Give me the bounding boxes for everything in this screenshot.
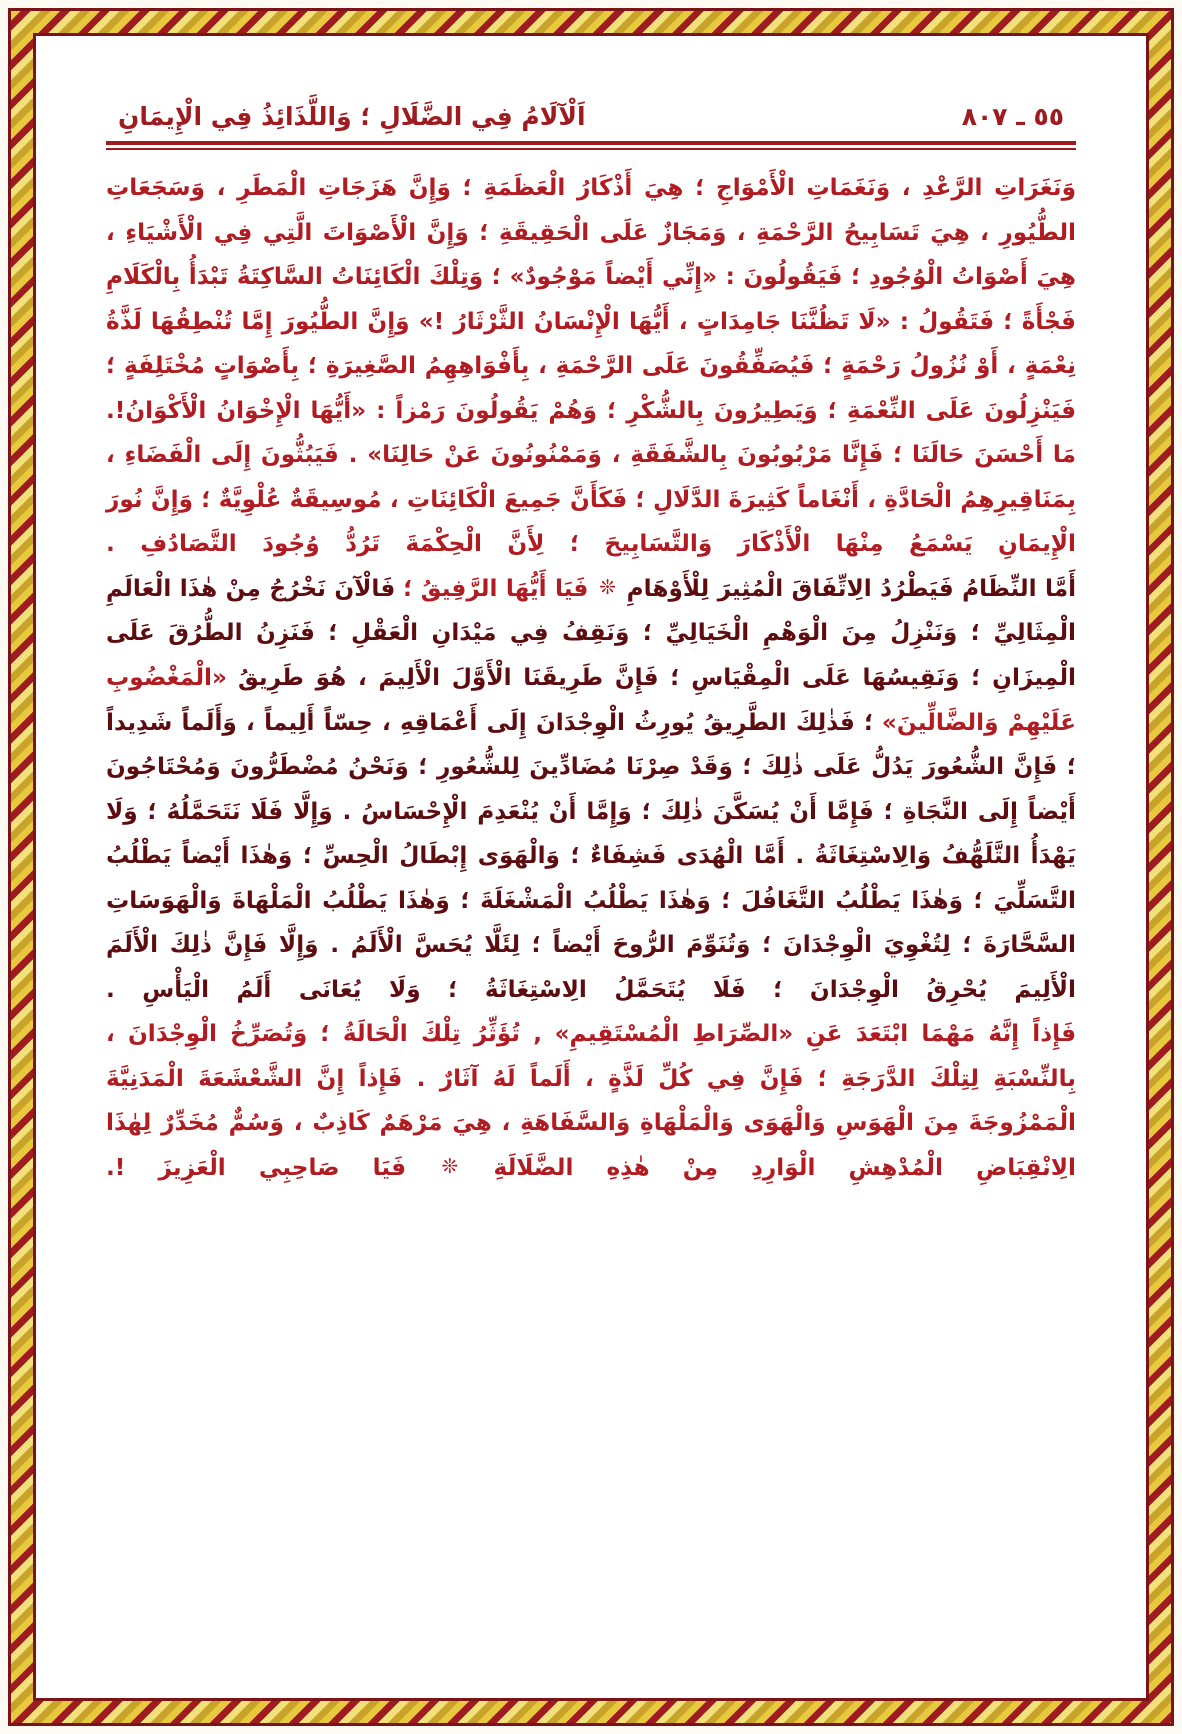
paragraph-3-text: فَالْآنَ نَخْرُجُ مِنْ هٰذَا الْعَالَمِ الْمِثَالِيِّ ؛ وَنَنْزِلُ مِنَ الْوَهْمِ الْخَيَالِيِّ ؛ وَنَقِفُ فِي مَيْدَانِ الْعَقْلِ ؛ فَنَزِنُ الطُّرُقَ عَلَى الْمِيزَانِ ؛ وَنَقِيسُهَا عَلَى الْمِقْيَاسِ ؛ فَإِنَّ طَرِيقَنَا الْأَوَّلَ الْأَلِيمَ ، هُوَ طَرِيقُ xyxy=(106,574,1076,692)
decorative-inner-border xyxy=(33,33,1149,1701)
paragraph-5-text-c: فَيَا صَاحِبِي الْعَزِيزَ !. xyxy=(106,1154,407,1182)
flower-ornament-icon-2: ❊ xyxy=(441,1154,459,1179)
header-rule-thick xyxy=(106,141,1076,145)
page-content xyxy=(70,70,1112,1664)
quote-maghdub: «الْمَغْضُوبِ عَلَيْهِمْ وَالضَّالِّينَ» xyxy=(106,664,1076,736)
header-rule-thin xyxy=(106,148,1076,150)
paragraph-5-text-b: , تُؤَثِّرُ تِلْكَ الْحَالَةُ ؛ وَتُصَرِّخُ الْوِجْدَانَ ، بِالنِّسْبَةِ لِتِلْكَ الدَّرَجَةِ ؛ فَإِنَّ فِي كُلِّ لَذَّةٍ ، أَلَماً لَهُ آثَارٌ . فَإِذاً إِنَّ الشَّعْشَعَةَ الْمَدَنِيَّةَ الْمَمْزُوجَةَ مِنَ الْهَوَسِ وَالْهَوَى وَالْمَلْهَاةِ وَالسَّفَاهَةِ ، هِيَ مَرْهَمٌ كَاذِبٌ ، وَسُمٌّ مُخَدِّرٌ لِهٰذَا الِانْقِبَاضِ الْمُدْهِشِ الْوَارِدِ مِنْ هٰذِهِ الضَّلَالَةِ xyxy=(106,1020,1076,1182)
paragraph-1: وَنَغَرَاتِ الرَّعْدِ ، وَنَغَمَاتِ الْأَمْوَاجِ ؛ هِيَ أَذْكَارُ الْعَظَمَةِ ؛ وَإِنَّ هَزَجَاتِ الْمَطَرِ ، وَسَجَعَاتِ الطُّيُورِ ، هِيَ تَسَابِيحُ الرَّحْمَةِ ، وَمَجَازٌ عَلَى الْحَقِيقَةِ ؛ وَإِنَّ الْأَصْوَاتَ الَّتِي فِي الْأَشْيَاءِ ، هِيَ أَصْوَاتُ الْوُجُودِ ؛ فَيَقُولُونَ : «إِنِّي أَيْضاً مَوْجُودٌ» ؛ وَتِلْكَ الْكَائِنَاتُ السَّاكِتَةُ تَبْدَأُ بِالْكَلَامِ فَجْأَةً ؛ فَتَقُولُ : «لَا تَظُنَّنَا جَامِدَاتٍ ، أَيُّهَا الْإِنْسَانُ الثَّرْثَارُ !» وَإِنَّ الطُّيُورَ إِمَّا تُنْطِقُهَا لَذَّةُ نِعْمَةٍ ، أَوْ نُزُولُ رَحْمَةٍ ؛ فَيُصَفِّقُونَ عَلَى الرَّحْمَةِ ، بِأَفْوَاهِهِمُ الصَّغِيرَةِ ؛ بِأَصْوَاتٍ مُخْتَلِفَةٍ ؛ فَيَنْزِلُونَ عَلَى النِّعْمَةِ ؛ وَيَطِيرُونَ بِالشُّكْرِ ؛ وَهُمْ يَقُولُونَ رَمْزاً : «أَيُّهَا الْإِخْوَانُ الْأَكْوَانُ!. مَا أَحْسَنَ حَالَنَا ؛ فَإِنَّا مَرْبُوبُونَ بِالشَّفَقَةِ ، وَمَمْنُونُونَ عَنْ حَالِنَا» . فَيَبُثُّونَ إِلَى الْفَضَاءِ ، بِمَنَاقِيرِهِمُ الْحَادَّةِ ، أَنْغَاماً كَثِيرَةَ الدَّلَالِ ؛ فَكَأَنَّ جَمِيعَ الْكَائِنَاتِ ، مُوسِيقَةٌ عُلْوِيَّةٌ ؛ وَإِنَّ نُورَ الْإِيمَانِ يَسْمَعُ مِنْهَا الْأَذْكَارَ وَالتَّسَابِيحَ ؛ لِأَنَّ الْحِكْمَةَ تَرُدُّ وُجُودَ التَّصَادُفِ . xyxy=(106,174,1076,558)
paragraph-2 xyxy=(106,567,1076,1012)
decorative-outer-border xyxy=(8,8,1174,1726)
paragraph-2-text-a: أَمَّا النِّظَامُ فَيَطْرُدُ الِاتِّفَاقَ الْمُثِيرَ لِلْأَوْهَامِ xyxy=(626,574,1077,602)
page-header xyxy=(100,96,1082,135)
paragraph-5-text-a: فَإِذاً إِنَّهُ مَهْمَا ابْتَعَدَ عَنِ xyxy=(805,1020,1077,1048)
paragraph-4-text: ؛ فَذٰلِكَ الطَّرِيقُ يُورِثُ الْوِجْدَانَ إِلَى أَعْمَاقِهِ ، حِسّاً أَلِيماً ، وَأَلَماً شَدِيداً ؛ فَإِنَّ الشُّعُورَ يَدُلُّ عَلَى ذٰلِكَ ؛ وَقَدْ صِرْنَا مُضَادِّينَ لِلشُّعُورِ ؛ وَنَحْنُ مُضْطَرُّونَ وَمُحْتَاجُونَ أَيْضاً إِلَى النَّجَاةِ ؛ فَإِمَّا أَنْ يُسَكَّنَ ذٰلِكَ ؛ وَإِمَّا أَنْ يُنْعَدِمَ الْإِحْسَاسُ . وَإِلَّا فَلَا نَتَحَمَّلُهُ ؛ وَلَا يَهْدَأُ التَّلَهُّفُ وَالِاسْتِغَاثَةُ . أَمَّا الْهُدَى فَشِفَاءٌ ؛ وَالْهَوَى إِبْطَالُ الْحِسِّ ؛ وَهٰذَا أَيْضاً يَطْلُبُ التَّسَلِّيَ ؛ وَهٰذَا يَطْلُبُ التَّغَافُلَ ؛ وَهٰذَا يَطْلُبُ الْمَشْغَلَةَ ؛ وَهٰذَا يَطْلُبُ الْمَلْهَاةَ وَالْهَوَسَاتِ السَّحَّارَةَ ؛ لِتُغْوِيَ الْوِجْدَانَ ؛ وَتُنَوِّمَ الرُّوحَ أَيْضاً ؛ لِئَلَّا يُحَسَّ الْأَلَمُ . وَإِلَّا فَإِنَّ ذٰلِكَ الْأَلَمَ الْأَلِيمَ يُحْرِقُ الْوِجْدَانَ ؛ فَلَا يُتَحَمَّلُ الِاسْتِغَاثَةُ ؛ وَلَا يُعَانَى أَلَمُ الْيَأْسِ . xyxy=(106,708,1076,1003)
page-number: ٥٥ ـ ٨٠٧ xyxy=(961,102,1064,131)
page-title: اَلْآلَامُ فِي الضَّلَالِ ؛ وَاللَّذَائِذُ فِي الْإِيمَانِ xyxy=(118,102,586,131)
quote-sirat-mustaqim: «الصِّرَاطِ الْمُسْتَقِيمِ» xyxy=(554,1020,794,1048)
flower-ornament-icon: ❊ xyxy=(599,574,616,599)
paragraph-2-text-b: فَيَا أَيُّهَا الرَّفِيقُ ؛ xyxy=(403,574,589,602)
body-text xyxy=(100,166,1082,1191)
paragraph-5 xyxy=(106,1012,1076,1190)
